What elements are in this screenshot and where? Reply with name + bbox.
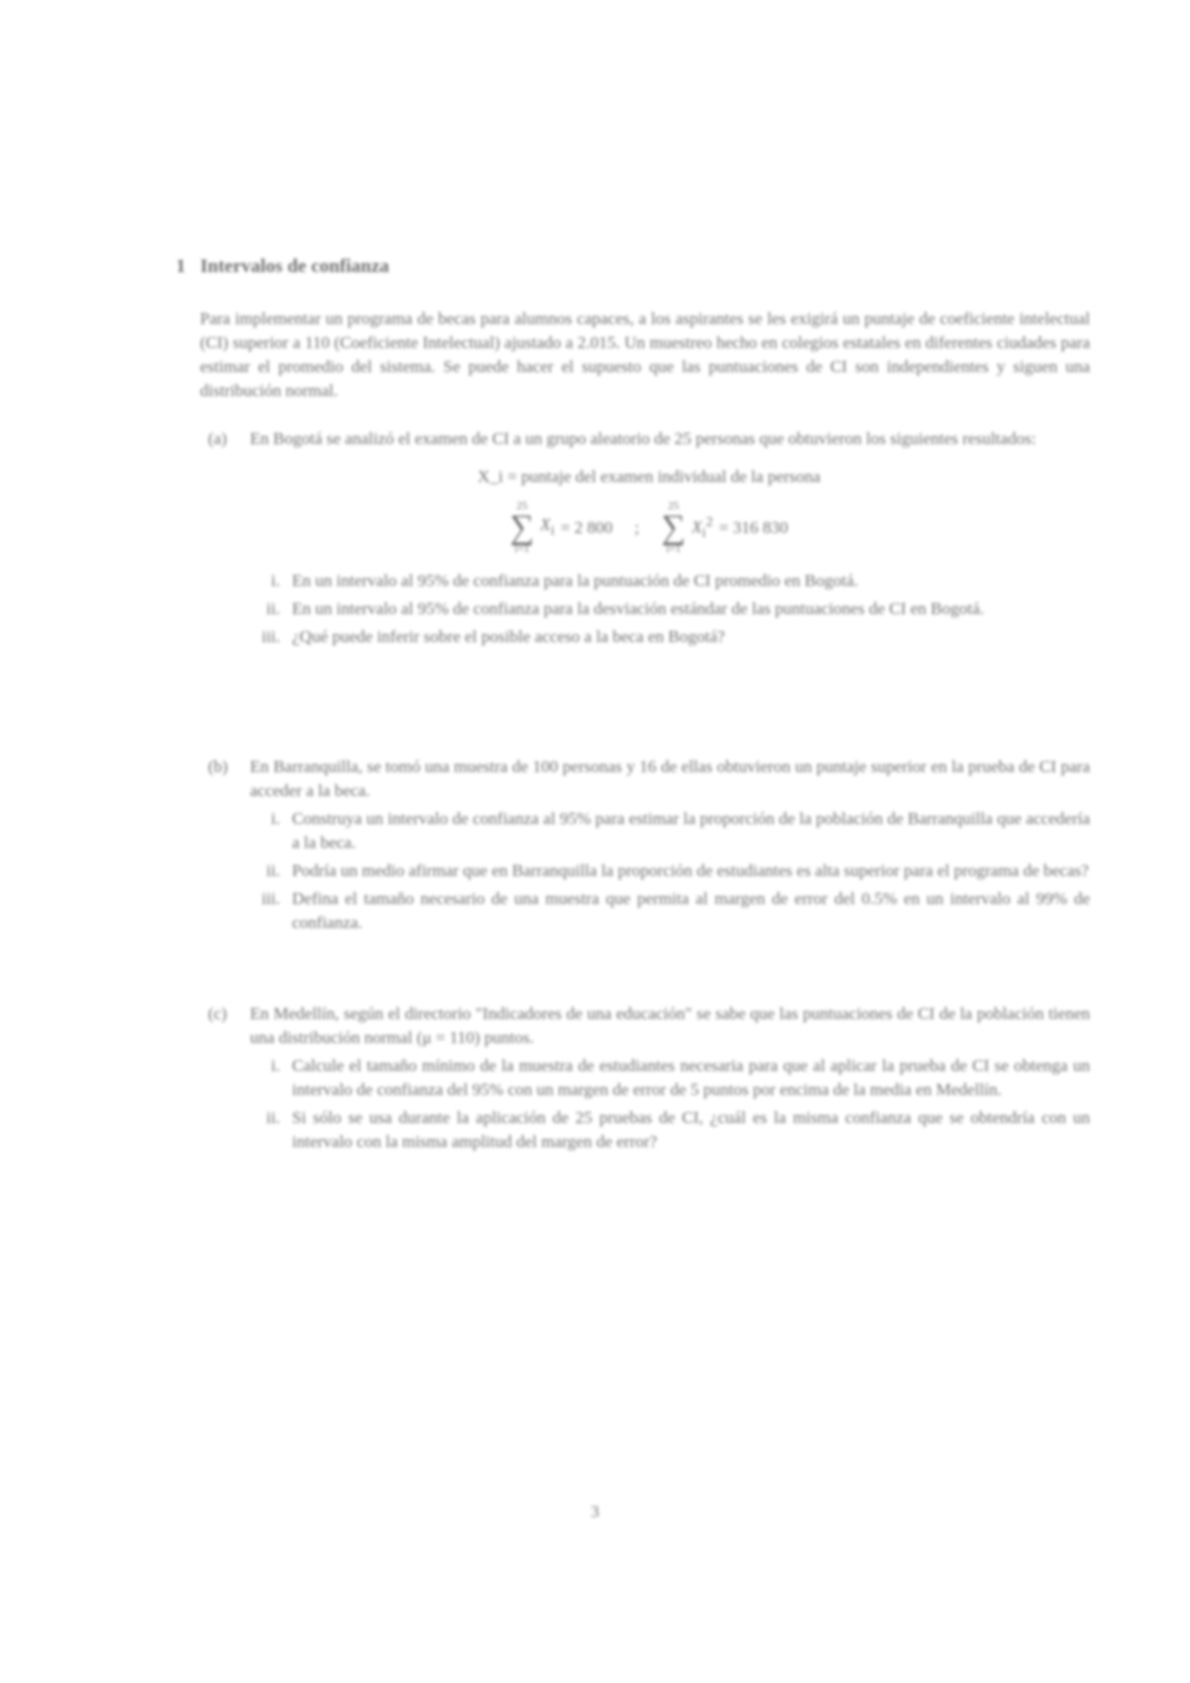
section-heading — [176, 256, 389, 278]
item-text: En Medellín, según el directorio "Indicadores de una educación" se sabe que las puntuaciones de CI de la población tienen una distribución normal (μ = 110) puntos. — [250, 1004, 1090, 1047]
sum-term: $X_i$ — [540, 515, 555, 539]
page-number: 3 — [590, 1502, 600, 1521]
sigma-symbol: 25 ∑ i=1 — [661, 500, 686, 555]
sub-item: iii. ¿Qué puede inferir sobre el posible acceso a la beca en Bogotá? — [261, 627, 725, 646]
section-title: Intervalos de confianza — [200, 256, 390, 277]
sub-item: iii. Defina el tamaño necesario de una muestra que permita al margen de error del 0.5% en un intervalo al 99% de confianza. — [261, 889, 1090, 932]
item-label: (b) — [208, 757, 228, 776]
sum-expression — [510, 501, 613, 555]
sum-term: $X_i^2$ — [691, 514, 713, 542]
sub-item: i. Calcule el tamaño mínimo de la muestra de estudiantes necesaria para que al aplicar la prueba de CI se obtenga un intervalo de confianza del 95% con un margen de error de 5 puntos por encima de la media en Medellín. — [271, 1056, 1090, 1099]
item-text: En Barranquilla, se tomó una muestra de 100 personas y 16 de ellas obtuvieron un puntaje superior en la prueba de CI para acceder a la beca. — [250, 757, 1090, 800]
item-text: En Bogotá se analizó el examen de CI a un grupo aleatorio de 25 personas que obtuvieron los siguientes resultados: — [250, 429, 1037, 448]
item-label: (c) — [208, 1004, 227, 1023]
sigma-symbol: 25 ∑ i=1 — [509, 500, 535, 555]
exercise-item-c — [208, 1002, 1090, 1154]
exercise-item-b — [208, 755, 1090, 935]
formula-definition: X_i = puntaje del examen individual de la persona — [477, 467, 821, 486]
sub-item: ii. En un intervalo al 95% de confianza para la desviación estándar de las puntuaciones de CI en Bogotá. — [266, 599, 985, 618]
section-number: 1 — [176, 256, 186, 277]
sum-value: = 316 830 — [718, 518, 789, 537]
exercise-item-a — [208, 427, 1090, 649]
sub-item: ii. Podría un medio afirmar que en Barranquilla la proporción de estudiantes es alta superior para el programa de becas? — [266, 861, 1089, 880]
sub-item: i. En un intervalo al 95% de confianza para la puntuación de CI promedio en Bogotá. — [271, 571, 859, 590]
sub-item: i. Construya un intervalo de confianza al 95% para estimar la proporción de la población de Barranquilla que accedería a la beca. — [271, 809, 1090, 852]
sub-item: ii. Si sólo se usa durante la aplicación de 25 pruebas de CI, ¿cuál es la misma confianza que se obtendría con un intervalo con la misma amplitud del margen de error? — [266, 1108, 1090, 1151]
intro-paragraph: Para implementar un programa de becas para alumnos capaces, a los aspirantes se les exigirá un puntaje de coeficiente intelectual (CI) superior a 110 (Coeficiente Intelectual) ajustado a 2.015. Un muestreo hecho en colegios estatales en diferentes ciudades para estimar el promedio del sistema. Se puede hacer el supuesto que las puntuaciones de CI son independientes y siguen una distribución normal. — [200, 309, 1090, 400]
formula-separator: ; — [634, 518, 640, 537]
item-label: (a) — [208, 429, 227, 448]
sum-value: = 2 800 — [560, 518, 613, 537]
formula-sums — [208, 501, 1090, 555]
sum-expression — [661, 501, 788, 555]
